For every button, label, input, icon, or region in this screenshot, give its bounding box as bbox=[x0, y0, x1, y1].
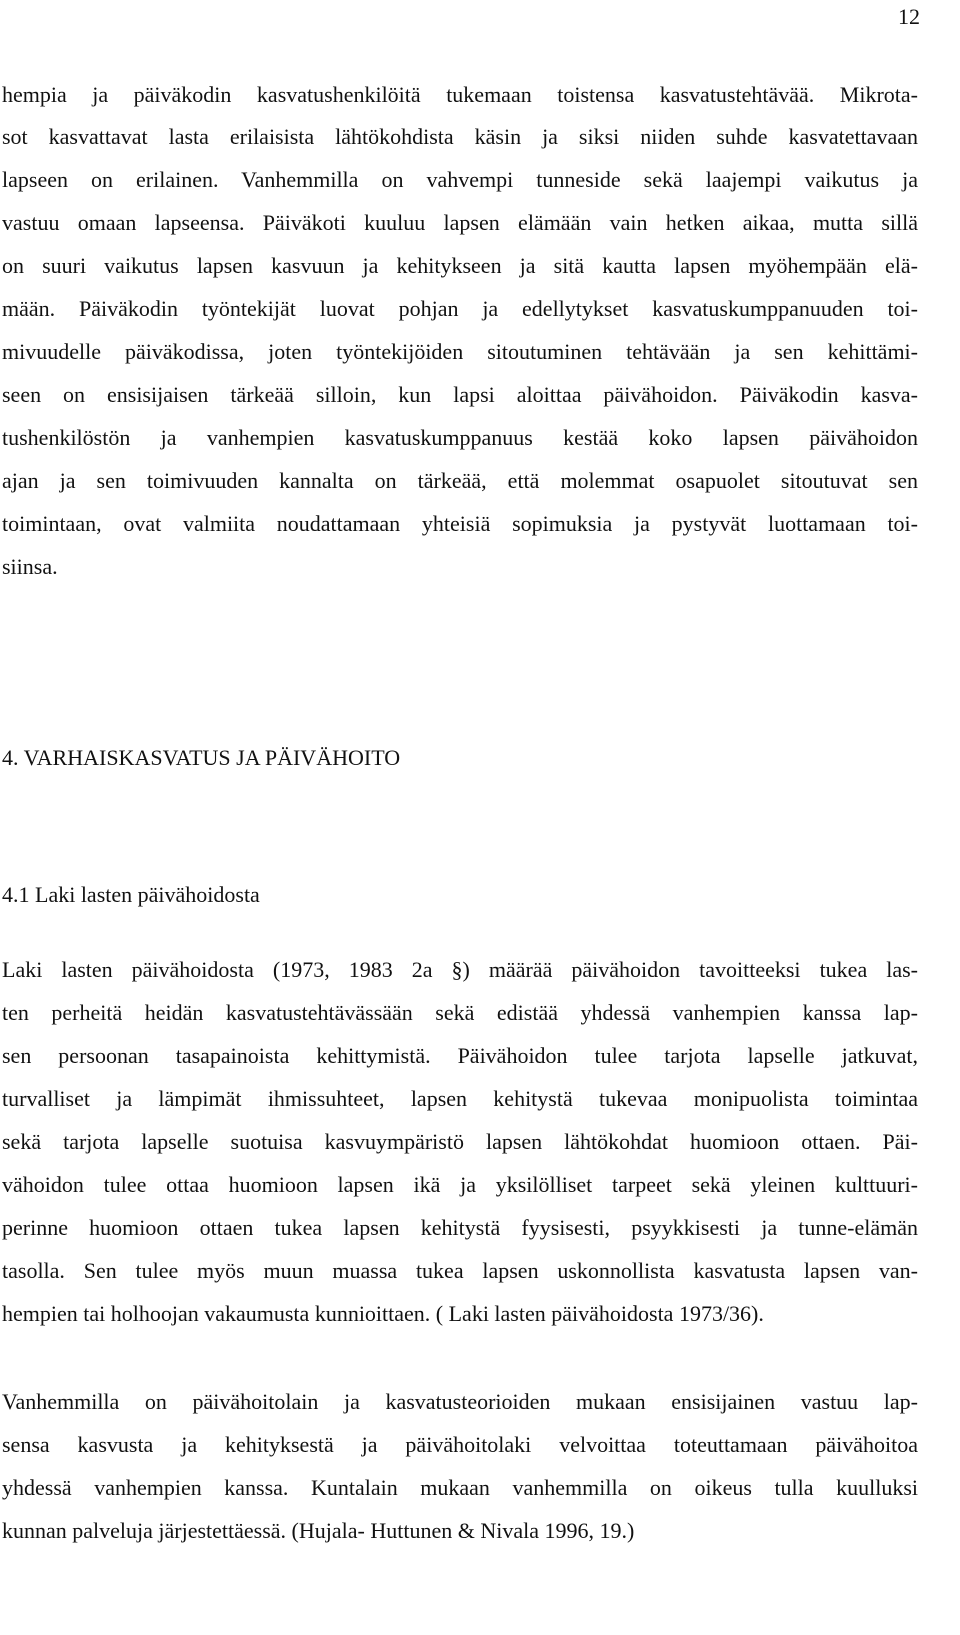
text-line: ten perheitä heidän kasvatustehtävässään sekä edistää yhdessä vanhempien kanssa lap- bbox=[2, 1000, 918, 1025]
text-line: mivuudelle päiväkodissa, joten työntekijöiden sitoutuminen tehtävään ja sen kehittämi- bbox=[2, 339, 918, 364]
text-line: hempien tai holhoojan vakaumusta kunnioittaen. ( Laki lasten päivähoidosta 1973/36). bbox=[2, 1301, 764, 1326]
text-line: ajan ja sen toimivuuden kannalta on tärkeää, että molemmat osapuolet sitoutuvat sen bbox=[2, 468, 918, 493]
text-line: vastuu omaan lapseensa. Päiväkoti kuuluu lapsen elämään vain hetken aikaa, mutta sillä bbox=[2, 210, 918, 235]
text-line: tushenkilöstön ja vanhempien kasvatuskumppanuus kestää koko lapsen päivähoidon bbox=[2, 425, 918, 450]
text-line: perinne huomioon ottaen tukea lapsen kehitystä fyysisesti, psyykkisesti ja tunne-elämän bbox=[2, 1215, 918, 1240]
page-number: 12 bbox=[898, 4, 920, 29]
text-line: kunnan palveluja järjestettäessä. (Hujala- Huttunen & Nivala 1996, 19.) bbox=[2, 1518, 635, 1543]
text-line: sekä tarjota lapselle suotuisa kasvuympäristö lapsen lähtökohdat huomioon ottaen. Päi- bbox=[2, 1129, 918, 1154]
text-line: vähoidon tulee ottaa huomioon lapsen ikä ja yksilölliset tarpeet sekä yleinen kulttuuri- bbox=[2, 1172, 918, 1197]
text-line: tasolla. Sen tulee myös muun muassa tukea lapsen uskonnollista kasvatusta lapsen van- bbox=[2, 1258, 918, 1283]
subsection-heading: 4.1 Laki lasten päivähoidosta bbox=[2, 882, 260, 907]
text-line: mään. Päiväkodin työntekijät luovat pohjan ja edellytykset kasvatuskumppanuuden toi- bbox=[2, 296, 918, 321]
text-line: hempia ja päiväkodin kasvatushenkilöitä tukemaan toistensa kasvatustehtävää. Mikrota- bbox=[2, 82, 918, 107]
text-line: lapseen on erilainen. Vanhemmilla on vahvempi tunneside sekä laajempi vaikutus ja bbox=[2, 167, 918, 192]
text-line: seen on ensisijaisen tärkeää silloin, kun lapsi aloittaa päivähoidon. Päiväkodin kasva- bbox=[2, 382, 918, 407]
text-line: Vanhemmilla on päivähoitolain ja kasvatusteorioiden mukaan ensisijainen vastuu lap- bbox=[2, 1389, 918, 1414]
text-line: yhdessä vanhempien kanssa. Kuntalain mukaan vanhemmilla on oikeus tulla kuulluksi bbox=[2, 1475, 918, 1500]
text-line: siinsa. bbox=[2, 554, 58, 579]
text-line: Laki lasten päivähoidosta (1973, 1983 2a §) määrää päivähoidon tavoitteeksi tukea las- bbox=[2, 957, 918, 982]
section-heading: 4. VARHAISKASVATUS JA PÄIVÄHOITO bbox=[2, 745, 401, 770]
text-line: sot kasvattavat lasta erilaisista lähtökohdista käsin ja siksi niiden suhde kasvatettavaan bbox=[2, 124, 918, 149]
text-line: sen persoonan tasapainoista kehittymistä. Päivähoidon tulee tarjota lapselle jatkuvat, bbox=[2, 1043, 918, 1068]
text-line: sensa kasvusta ja kehityksestä ja päivähoitolaki velvoittaa toteuttamaan päivähoitoa bbox=[2, 1432, 918, 1457]
text-line: toimintaan, ovat valmiita noudattamaan yhteisiä sopimuksia ja pystyvät luottamaan toi- bbox=[2, 511, 918, 536]
text-line: on suuri vaikutus lapsen kasvuun ja kehitykseen ja sitä kautta lapsen myöhempään elä- bbox=[2, 253, 918, 278]
text-line: turvalliset ja lämpimät ihmissuhteet, lapsen kehitystä tukevaa monipuolista toimintaa bbox=[2, 1086, 918, 1111]
